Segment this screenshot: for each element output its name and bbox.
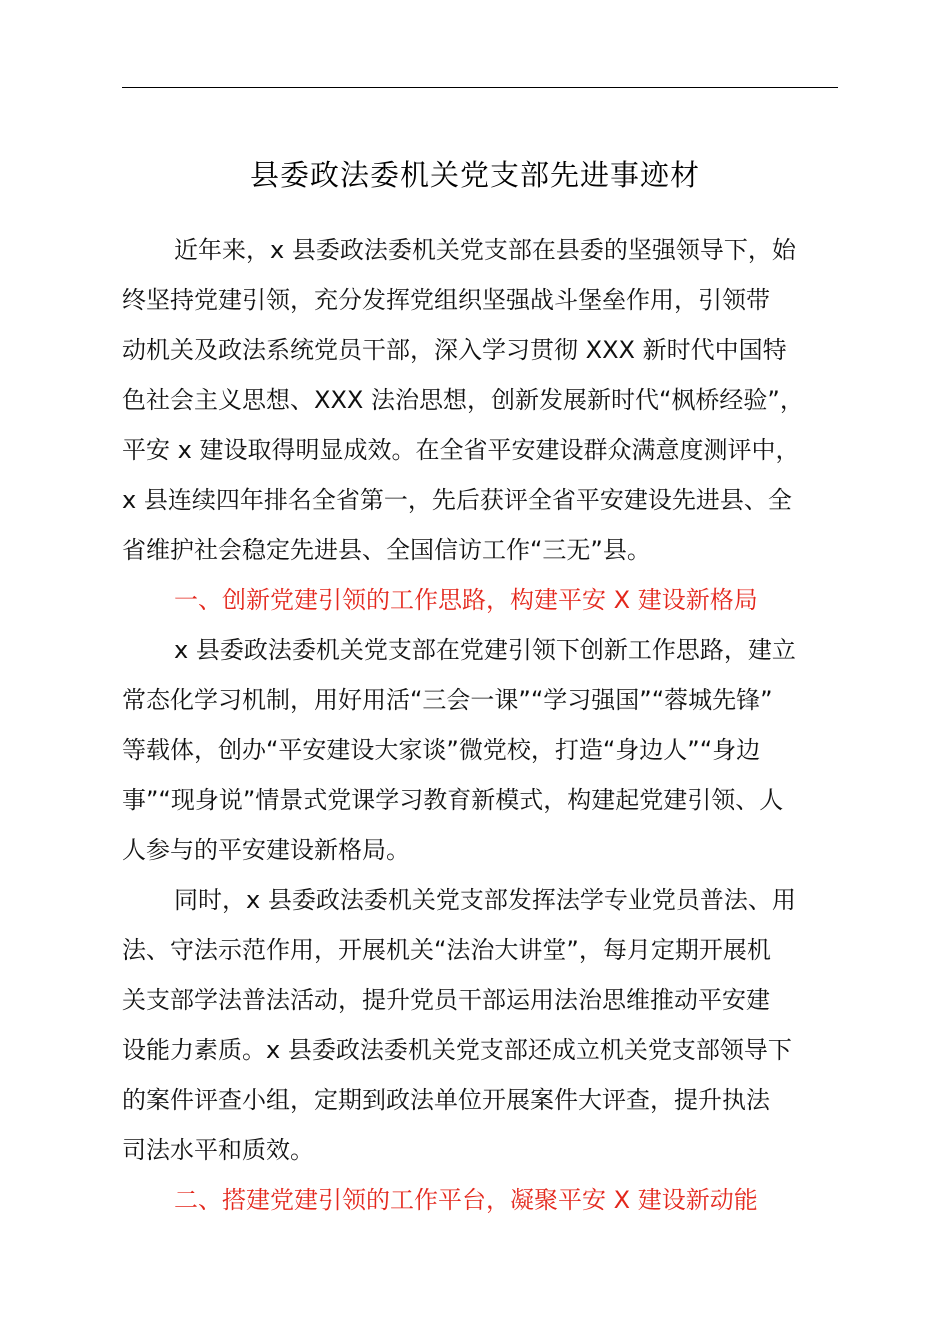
paragraph-3-line: 同时，x 县委政法委机关党支部发挥法学专业党员普法、用 xyxy=(174,886,796,914)
section-1-heading: 一、创新党建引领的工作思路，构建平安 X 建设新格局 xyxy=(174,586,758,614)
paragraph-1-line: 近年来，x 县委政法委机关党支部在县委的坚强领导下，始 xyxy=(174,236,796,264)
document-title: 县委政法委机关党支部先进事迹材 xyxy=(249,158,700,192)
paragraph-1-line: 终坚持党建引领，充分发挥党组织坚强战斗堡垒作用，引领带 xyxy=(122,286,770,314)
paragraph-2-line: 人参与的平安建设新格局。 xyxy=(122,836,410,864)
paragraph-3-line: 法、守法示范作用，开展机关“法治大讲堂”，每月定期开展机 xyxy=(122,936,771,964)
header-rule xyxy=(122,87,838,88)
document-body xyxy=(122,225,838,1225)
paragraph-1-line: 省维护社会稳定先进县、全国信访工作“三无”县。 xyxy=(122,536,651,564)
paragraph-1-line: 色社会主义思想、XXX 法治思想，创新发展新时代“枫桥经验”， xyxy=(122,386,804,414)
paragraph-2-line: 事”“现身说”情景式党课学习教育新模式，构建起党建引领、人 xyxy=(122,786,784,814)
section-2-heading: 二、搭建党建引领的工作平台，凝聚平安 X 建设新动能 xyxy=(174,1186,758,1214)
paragraph-3-line: 设能力素质。x 县委政法委机关党支部还成立机关党支部领导下 xyxy=(122,1036,792,1064)
paragraph-2-line: 等载体，创办“平安建设大家谈”微党校，打造“身边人”“身边 xyxy=(122,736,761,764)
paragraph-2-line: x 县委政法委机关党支部在党建引领下创新工作思路，建立 xyxy=(174,636,796,664)
paragraph-3-line: 关支部学法普法活动，提升党员干部运用法治思维推动平安建 xyxy=(122,986,770,1014)
paragraph-3-line: 司法水平和质效。 xyxy=(122,1136,314,1164)
paragraph-1-line: x 县连续四年排名全省第一，先后获评全省平安建设先进县、全 xyxy=(122,486,792,514)
paragraph-2-line: 常态化学习机制，用好用活“三会一课”“学习强国”“蓉城先锋” xyxy=(122,686,773,714)
paragraph-1-line: 动机关及政法系统党员干部，深入学习贯彻 XXX 新时代中国特 xyxy=(122,336,787,364)
paragraph-1-line: 平安 x 建设取得明显成效。在全省平安建设群众满意度测评中， xyxy=(122,436,800,464)
paragraph-3-line: 的案件评查小组，定期到政法单位开展案件大评查，提升执法 xyxy=(122,1086,770,1114)
